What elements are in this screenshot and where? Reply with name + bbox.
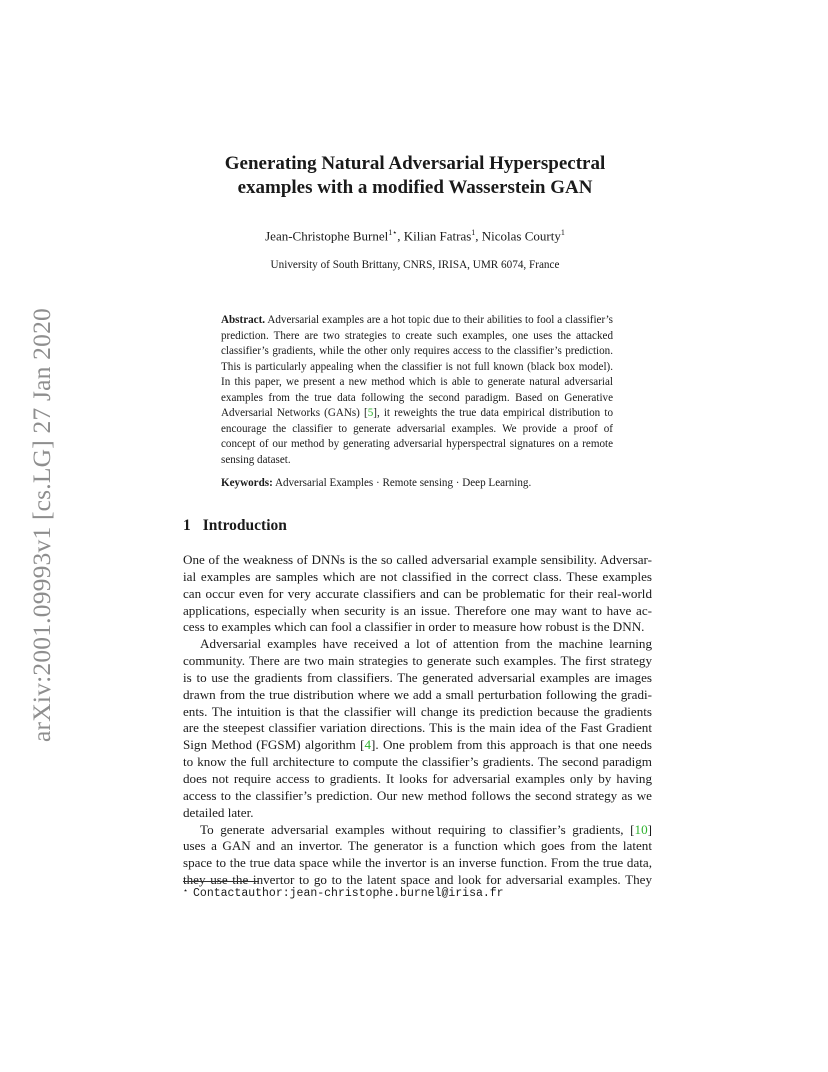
body-line: is to use the gradients from classifiers. The generated adversarial examples are images: [183, 669, 652, 685]
author-name: Kilian Fatras: [403, 228, 472, 244]
section-number: 1: [183, 517, 191, 534]
body-line: access to the classifier’s prediction. Our new method follows the second strategy as we: [183, 787, 652, 803]
body-line: they use the invertor to go to the latent space and look for adversarial examples. They: [183, 872, 652, 888]
body-line-text: To generate adversarial examples without requiring to classifier’s gradients, [: [200, 821, 635, 837]
body-line: One of the weakness of DNNs is the so called adversarial example sensibility. Adversar-: [183, 552, 652, 567]
keywords-label: Keywords:: [221, 477, 273, 489]
footnote-label: Contactauthor:: [193, 887, 290, 900]
keywords: [221, 477, 613, 489]
body-line: Adversarial examples have received a lot of attention from the machine learning: [200, 636, 652, 652]
citation-link[interactable]: 5: [367, 407, 374, 419]
author-affiliation-mark: 1⋆: [388, 228, 398, 237]
contact-email-link[interactable]: jean-christophe.burnel@irisa.fr: [289, 887, 504, 900]
citation-link[interactable]: 10: [634, 821, 648, 837]
citation-link[interactable]: 4: [364, 737, 372, 753]
body-line: does not require access to gradients. It looks for adversarial examples only by having: [183, 770, 652, 786]
section-heading: [183, 517, 287, 535]
body-line: can occur even for very accurate classifiers and can be problematic for their real-world: [183, 585, 652, 601]
author-name: Jean-Christophe Burnel: [265, 228, 389, 244]
abstract: [221, 313, 613, 468]
author-list: Jean-Christophe Burnel$^{1⋆}$, Kilian Fatras$^1$, Nicolas Courty$^1$: [265, 228, 565, 244]
author-name: Nicolas Courty: [481, 228, 561, 244]
arxiv-identifier-text: arXiv:2001.09993v1 [cs.LG] 27 Jan 2020: [27, 308, 57, 742]
body-line: ents. The intuition is that the classifier will change its prediction because the gradients: [183, 703, 652, 719]
author-affiliation-mark: 1: [471, 228, 476, 237]
body-line: community. There are two main strategies to generate such examples. The first strategy: [183, 653, 652, 669]
paper-title: [150, 152, 680, 200]
body-line-text: ]. One problem from this approach is that one needs: [371, 737, 653, 753]
body-line-text: Sign Method (FGSM) algorithm [: [183, 737, 365, 753]
body-line: uses a GAN and an invertor. The generator is a function which goes from the latent: [183, 838, 652, 854]
keywords-text: Adversarial Examples · Remote sensing · Deep Learning.: [274, 477, 532, 489]
body-line: drawn from the true distribution where we add a small perturbation following the gradi-: [183, 686, 652, 702]
arxiv-identifier-stamp: [18, 290, 66, 760]
affiliation: University of South Brittany, CNRS, IRISA, UMR 6074, France: [270, 259, 560, 271]
body-line-text: ]: [647, 821, 652, 837]
body-line-with-citation: [183, 822, 652, 839]
paper-title-line-1: Generating Natural Adversarial Hyperspectral: [224, 153, 606, 174]
abstract-label: Abstract.: [221, 314, 266, 326]
body-line: space to the true data space while the invertor is an inverse function. From the true data,: [183, 855, 652, 871]
section-title: Introduction: [202, 517, 287, 534]
footnote: [183, 886, 504, 900]
body-line: applications, especially when security is an issue. Therefore one may want to have ac-: [183, 602, 652, 618]
author-affiliation-mark: 1: [560, 228, 565, 237]
body-line: detailed later.: [183, 804, 254, 820]
footnote-mark: ⋆: [183, 886, 189, 895]
body-line-with-citation: [183, 737, 652, 754]
section-body: [183, 552, 652, 889]
body-line: ial examples are samples which are not classified in the correct class. These examples: [183, 568, 652, 584]
body-line: to know the full architecture to compute the classifier’s gradients. The second paradigm: [183, 754, 652, 770]
paper-title-line-2: examples with a modified Wasserstein GAN: [237, 177, 593, 198]
abstract-text-part-1: Adversarial examples are a hot topic due to their abilities to fool a classifier’s prediction. There are two strategies to create such examples, one uses the attacked classifier’s gradients, while the other only requires access to the classifier’s prediction. This is particularly appealing when the classifier is not full known (black box model). In this paper, we present a new method which is able to generate natural adversarial examples from the true data following the second paradigm. Based on Generative Adversarial Networks (GANs) [: [221, 314, 613, 419]
abstract-text-part-2: ], it reweights the true data empirical distribution to encourage the classifier to generate adversarial examples. We provide a proof of concept of our method by generating adversarial hyperspectral signatures on a remote sensing dataset.: [221, 407, 613, 466]
footnote-rule: [183, 881, 259, 882]
body-line: are the steepest classifier variation directions. This is the main idea of the Fast Gradient: [183, 720, 652, 736]
body-line: cess to examples which can fool a classifier in order to measure how robust is the DNN.: [183, 619, 645, 635]
